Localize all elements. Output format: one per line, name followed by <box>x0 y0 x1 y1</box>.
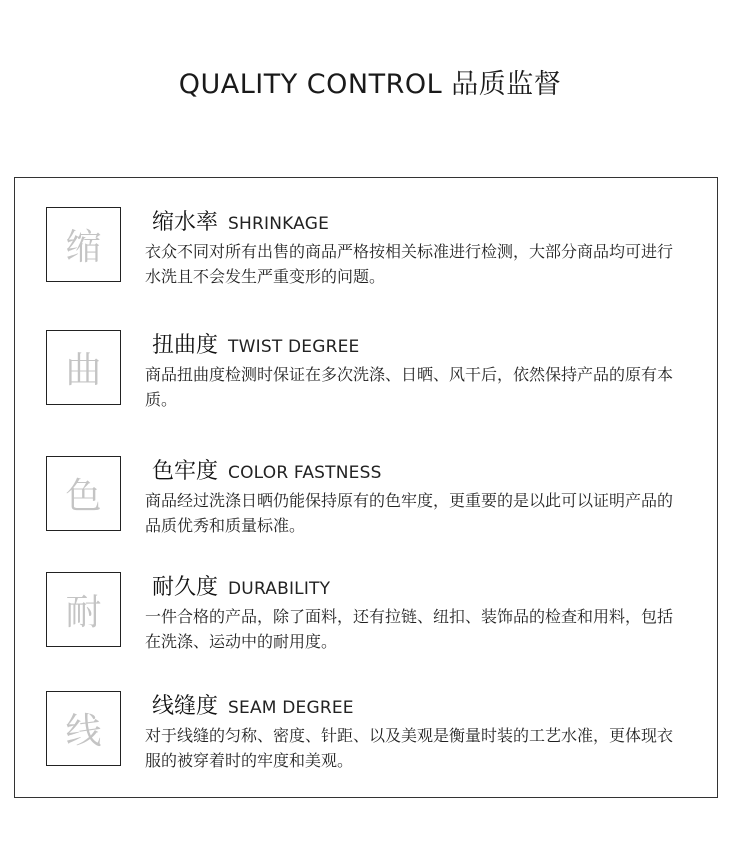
shrinkage-glyph-icon: 缩 <box>46 207 121 282</box>
color-glyph-icon: 色 <box>46 456 121 531</box>
qc-item-color-fastness <box>15 454 717 544</box>
item-title-en: TWIST DEGREE <box>228 337 360 357</box>
item-description: 衣众不同对所有出售的商品严格按相关标准进行检测，大部分商品均可进行水洗且不会发生严重变形的问题。 <box>145 242 674 286</box>
item-heading <box>152 570 330 601</box>
twist-glyph-icon: 曲 <box>46 330 121 405</box>
item-description: 商品经过洗涤日晒仍能保持原有的色牢度，更重要的是以此可以证明产品的品质优秀和质量标准。 <box>145 491 674 535</box>
item-description: 商品扭曲度检测时保证在多次洗涤、日晒、风干后，依然保持产品的原有本质。 <box>145 365 674 409</box>
quality-control-panel <box>14 177 718 798</box>
page-title: QUALITY CONTROL 品质监督 <box>178 69 562 100</box>
item-heading <box>152 689 354 720</box>
qc-item-twist-degree <box>15 328 717 418</box>
item-title-cn: 线缝度 <box>152 694 219 719</box>
item-description: 对于线缝的匀称、密度、针距、以及美观是衡量时装的工艺水准，更体现衣服的被穿着时的牢度和美观。 <box>145 726 674 770</box>
item-description: 一件合格的产品，除了面料，还有拉链、纽扣、装饰品的检查和用料，包括在洗涤、运动中的耐用度。 <box>145 607 674 651</box>
item-heading <box>152 205 329 236</box>
durability-glyph-icon: 耐 <box>46 572 121 647</box>
qc-item-shrinkage <box>15 205 717 295</box>
item-title-en: COLOR FASTNESS <box>228 463 382 483</box>
qc-item-durability <box>15 570 717 660</box>
item-heading <box>152 454 382 485</box>
item-title-en: DURABILITY <box>228 579 331 599</box>
item-title-en: SEAM DEGREE <box>228 698 354 718</box>
item-title-cn: 缩水率 <box>152 210 219 235</box>
item-title-cn: 扭曲度 <box>152 333 219 358</box>
item-title-cn: 色牢度 <box>152 459 219 484</box>
qc-item-seam-degree <box>15 689 717 779</box>
item-heading <box>152 328 360 359</box>
item-title-cn: 耐久度 <box>152 575 219 600</box>
seam-glyph-icon: 线 <box>46 691 121 766</box>
item-title-en: SHRINKAGE <box>228 214 330 234</box>
